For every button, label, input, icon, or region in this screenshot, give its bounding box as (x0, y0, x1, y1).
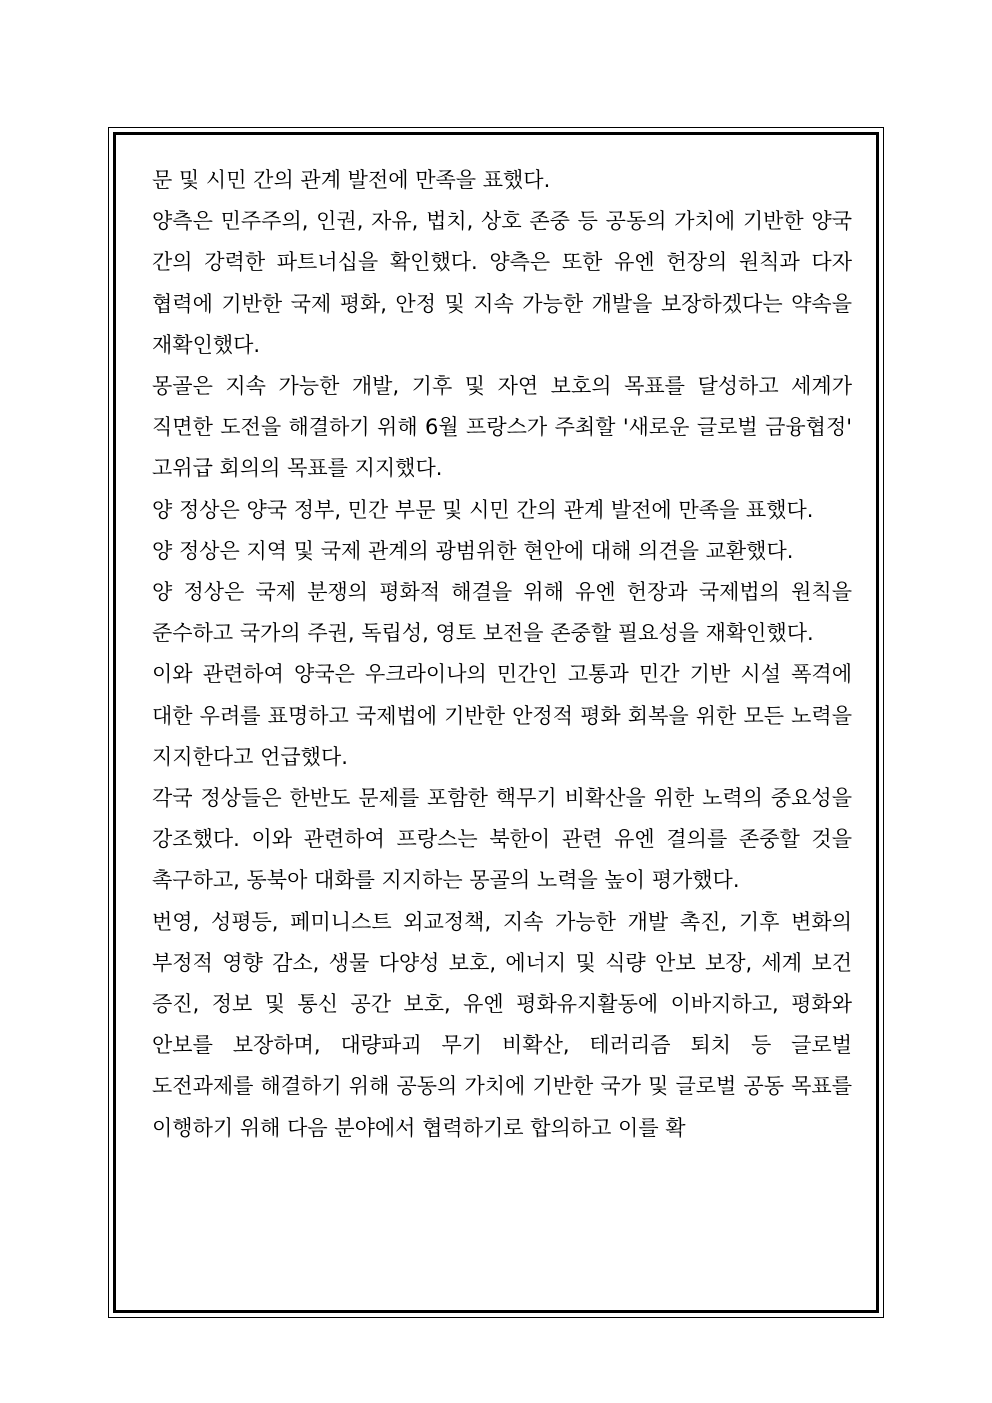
paragraph-opinion-exchange: 양 정상은 지역 및 국제 관계의 광범위한 현안에 대해 의견을 교환했다. (152, 538, 794, 563)
document-frame (108, 127, 884, 1318)
paragraph-bilateral-development: 양 정상은 양국 정부, 민간 부문 및 시민 간의 관계 발전에 만족을 표했다. (152, 497, 814, 522)
document-frame-inner-border (113, 132, 879, 1313)
paragraph-nonproliferation: 각국 정상들은 한반도 문제를 포함한 핵무기 비확산을 위한 노력의 중요성을 강조했다. 이와 관련하여 프랑스는 북한이 관련 유엔 결의를 존중할 것을 촉구하고, 동북아 대화를 지지하는 몽골의 노력을 높이 평가했다. (152, 786, 852, 893)
paragraph-ukraine: 이와 관련하여 양국은 우크라이나의 민간인 고통과 민간 기반 시설 폭격에 대한 우려를 표명하고 국제법에 기반한 안정적 평화 회복을 위한 모든 노력을 지지한다고 언급했다. (152, 662, 852, 769)
paragraph-shared-values: 양측은 민주주의, 인권, 자유, 법치, 상호 존중 등 공동의 가치에 기반한 양국 간의 강력한 파트너십을 확인했다. 양측은 또한 유엔 헌장의 원칙과 다자 협력에 기반한 국제 평화, 안정 및 지속 가능한 개발을 보장하겠다는 약속을 재확인했다. (152, 209, 852, 357)
paragraph-cooperation-areas: 번영, 성평등, 페미니스트 외교정책, 지속 가능한 개발 촉진, 기후 변화의 부정적 영향 감소, 생물 다양성 보호, 에너지 및 식량 안보 보장, 세계 보건 증진, 정보 및 통신 공간 보호, 유엔 평화유지활동에 이바지하고, 평화와 안보를 보장하며, 대량파괴 무기 비확산, 테러리즘 퇴치 등 글로벌 도전과제를 해결하기 위해 공동의 가치에 기반한 국가 및 글로벌 공동 목표를 이행하기 위해 다음 분야에서 협력하기로 합의하고 이를 확 (152, 909, 852, 1140)
paragraph-global-finance-pact: 몽골은 지속 가능한 개발, 기후 및 자연 보호의 목표를 달성하고 세계가 직면한 도전을 해결하기 위해 6월 프랑스가 주최할 '새로운 글로벌 금융협정' 고위급 회의의 목표를 지지했다. (152, 374, 852, 481)
document-body (152, 160, 852, 1149)
paragraph-un-charter: 양 정상은 국제 분쟁의 평화적 해결을 위해 유엔 헌장과 국제법의 원칙을 준수하고 국가의 주권, 독립성, 영토 보전을 존중할 필요성을 재확인했다. (152, 580, 852, 646)
paragraph-relations-continued: 문 및 시민 간의 관계 발전에 만족을 표했다. (152, 168, 551, 192)
